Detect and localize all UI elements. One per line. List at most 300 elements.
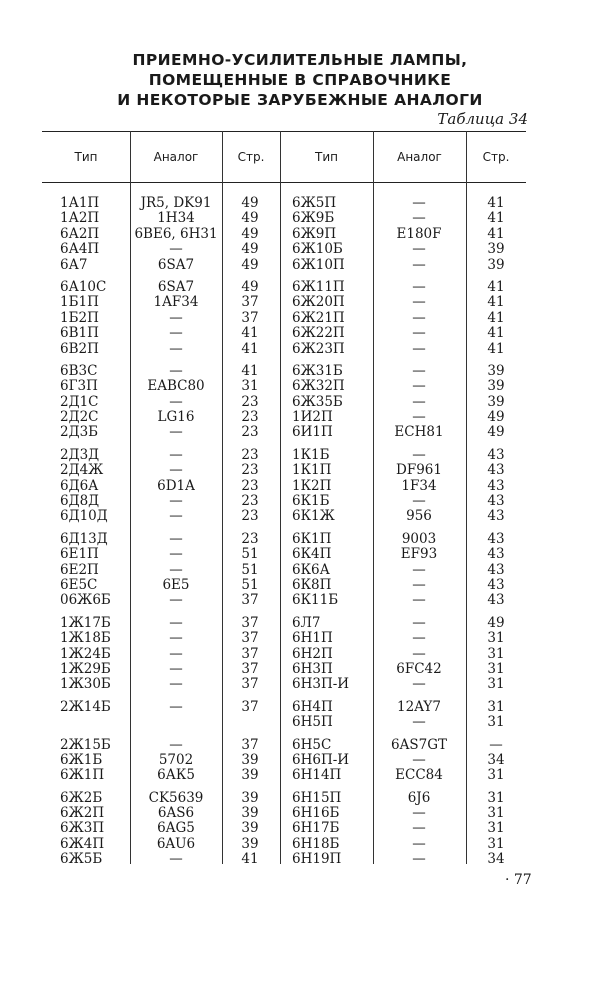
lamp-type: 6Ж21П — [292, 309, 345, 326]
page-title — [0, 50, 600, 110]
analog: — — [412, 714, 426, 731]
page-ref: 49 — [241, 225, 259, 242]
page-ref: 39 — [487, 393, 505, 410]
row-group — [0, 280, 600, 357]
lamp-type: 2Д3Б — [60, 424, 99, 441]
page-ref: 31 — [487, 630, 505, 647]
lamp-type: 2Ж14Б — [60, 698, 111, 715]
lamp-type: 2Ж15Б — [60, 736, 111, 753]
lamp-type: 6Ж2П — [60, 805, 105, 822]
page-ref: 34 — [487, 751, 505, 768]
page-ref: 31 — [487, 820, 505, 837]
table-row — [0, 563, 600, 578]
page-ref: 31 — [487, 645, 505, 662]
title-line-2: ПОМЕЩЕННЫЕ В СПРАВОЧНИКЕ — [148, 71, 452, 89]
lamp-type: 6В1П — [60, 325, 99, 342]
analog: 6SA7 — [157, 278, 195, 295]
analog: — — [412, 614, 426, 631]
analog: — — [169, 508, 183, 525]
lamp-type: 6Ж10Б — [292, 241, 343, 258]
header-analog: Аналог — [153, 150, 199, 164]
analog: — — [412, 630, 426, 647]
lamp-type: 6А4П — [60, 241, 100, 258]
analog: — — [412, 820, 426, 837]
header-analog-2: Аналог — [397, 150, 442, 164]
table-row — [0, 532, 600, 547]
analog: — — [169, 546, 183, 563]
table-row — [0, 715, 600, 730]
analog: — — [412, 378, 426, 395]
page-ref: 23 — [241, 493, 259, 510]
analog: 5702 — [158, 751, 194, 768]
analog: — — [169, 446, 183, 463]
lamp-type: 1И2П — [292, 409, 333, 426]
lamp-type: 6Ж20П — [292, 294, 345, 311]
analog: 6Е5 — [162, 576, 190, 593]
page-ref: 39 — [487, 362, 505, 379]
lamp-type: 2Д4Ж — [60, 462, 104, 479]
lamp-type: 6Н17Б — [292, 820, 340, 837]
table-row — [0, 196, 600, 211]
lamp-type: 6Н15П — [292, 789, 342, 806]
lamp-type: 06Ж6Б — [60, 592, 111, 609]
table-top-rule — [42, 131, 526, 132]
row-group — [0, 196, 600, 273]
analog: 1F34 — [401, 477, 437, 494]
lamp-type: 6Н14П — [292, 767, 342, 784]
table-row — [0, 768, 600, 783]
table-row — [0, 342, 600, 357]
analog: 1AF34 — [153, 294, 199, 311]
lamp-type: 1Ж17Б — [60, 614, 111, 631]
page-ref: 37 — [241, 645, 259, 662]
analog: — — [169, 851, 183, 868]
row-group — [0, 616, 600, 693]
analog: — — [412, 294, 426, 311]
page-ref: 23 — [241, 477, 259, 494]
page-ref: 43 — [487, 477, 505, 494]
analog: EABC80 — [147, 378, 205, 395]
analog: — — [412, 325, 426, 342]
lamp-type: 1Ж30Б — [60, 676, 111, 693]
page-ref: 34 — [487, 851, 505, 868]
analog: 6ВЕ6, 6Н31 — [134, 225, 218, 242]
analog: — — [169, 698, 183, 715]
analog: — — [169, 530, 183, 547]
analog: — — [169, 393, 183, 410]
page-ref: 31 — [241, 378, 259, 395]
page-ref: 49 — [241, 278, 259, 295]
page-ref: 37 — [241, 614, 259, 631]
analog: — — [412, 278, 426, 295]
header-page: Стр. — [237, 150, 265, 164]
lamp-type: 2Д2С — [60, 409, 99, 426]
analog: 6АК5 — [157, 767, 195, 784]
table-body — [0, 196, 600, 875]
lamp-type: 6К6А — [292, 561, 330, 578]
lamp-type: 1Ж24Б — [60, 645, 111, 662]
table-row — [0, 821, 600, 836]
page-ref: 37 — [241, 660, 259, 677]
analog: — — [412, 195, 426, 211]
page-ref: 37 — [241, 698, 259, 715]
page-ref: 37 — [241, 736, 259, 753]
analog: — — [412, 309, 426, 326]
analog: 12AY7 — [397, 698, 441, 715]
lamp-type: 6Ж23П — [292, 340, 345, 357]
lamp-type: 6К1Б — [292, 493, 330, 510]
page-ref: 37 — [241, 294, 259, 311]
lamp-type: 6Д10Д — [60, 508, 108, 525]
analog: — — [412, 493, 426, 510]
table-row — [0, 494, 600, 509]
analog: — — [169, 630, 183, 647]
lamp-type: 6Ж31Б — [292, 362, 343, 379]
lamp-type: 6Ж1Б — [60, 751, 103, 768]
page-ref: 31 — [487, 789, 505, 806]
lamp-type: 6Н6П-И — [292, 751, 350, 768]
analog: 6SA7 — [157, 256, 195, 273]
page-ref: 39 — [241, 835, 259, 852]
table-row — [0, 647, 600, 662]
lamp-type: 6Ж9П — [292, 225, 337, 242]
row-group — [0, 448, 600, 525]
analog: 6J6 — [407, 789, 431, 806]
table-label: Таблица 34 — [437, 110, 528, 128]
lamp-type: 6Ж32П — [292, 378, 345, 395]
lamp-type: 1К2П — [292, 477, 332, 494]
table-row — [0, 479, 600, 494]
table-row — [0, 593, 600, 608]
lamp-type: 6К11Б — [292, 592, 339, 609]
page-ref: 41 — [487, 325, 505, 342]
page-ref: 37 — [241, 630, 259, 647]
row-group — [0, 791, 600, 868]
lamp-type: 6Н19П — [292, 851, 342, 868]
page-ref: 39 — [487, 378, 505, 395]
table-row — [0, 395, 600, 410]
table-row — [0, 258, 600, 273]
analog: 6D1A — [157, 477, 195, 494]
analog: — — [169, 736, 183, 753]
lamp-type: 6Ж9Б — [292, 210, 335, 227]
table-row — [0, 791, 600, 806]
analog: 6AS7GT — [391, 736, 447, 753]
analog: — — [412, 645, 426, 662]
analog: EF93 — [400, 546, 438, 563]
analog: — — [412, 592, 426, 609]
analog: — — [412, 409, 426, 426]
page-number: · 77 — [505, 872, 532, 888]
analog: — — [169, 241, 183, 258]
page-ref: 41 — [487, 210, 505, 227]
table-row — [0, 280, 600, 295]
page-ref: 31 — [487, 676, 505, 693]
page-ref: 41 — [487, 195, 505, 211]
analog: 956 — [406, 508, 432, 525]
page-ref: 49 — [487, 424, 505, 441]
lamp-type: 6К4П — [292, 546, 332, 563]
page-ref: 41 — [487, 340, 505, 357]
page-ref: 31 — [487, 835, 505, 852]
row-group — [0, 700, 600, 731]
lamp-type: 6Ж5Б — [60, 851, 103, 868]
page-ref: 39 — [241, 820, 259, 837]
table-row — [0, 806, 600, 821]
page-ref: 37 — [241, 592, 259, 609]
table-row — [0, 753, 600, 768]
lamp-type: 6Е5С — [60, 576, 98, 593]
analog: — — [169, 592, 183, 609]
lamp-type: 1Б1П — [60, 294, 99, 311]
analog: CK5639 — [148, 789, 204, 806]
page-ref: 41 — [487, 225, 505, 242]
lamp-type: 6Ж5П — [292, 195, 337, 211]
table-row — [0, 509, 600, 524]
table-row — [0, 700, 600, 715]
page-ref: 39 — [487, 241, 505, 258]
page-ref: 23 — [241, 508, 259, 525]
page-ref: 49 — [241, 210, 259, 227]
analog: — — [412, 851, 426, 868]
analog: LG16 — [157, 409, 195, 426]
page-ref: 23 — [241, 393, 259, 410]
lamp-type: 6Г3П — [60, 378, 98, 395]
lamp-type: 1К1Б — [292, 446, 330, 463]
lamp-type: 6Ж4П — [60, 835, 105, 852]
lamp-type: 6К1Ж — [292, 508, 335, 525]
lamp-type: 6Ж11П — [292, 278, 345, 295]
page-ref: 41 — [241, 851, 259, 868]
table-row — [0, 837, 600, 852]
analog: JR5, DK91 — [140, 195, 212, 211]
page-ref: 49 — [487, 614, 505, 631]
analog: 6AG5 — [157, 820, 195, 837]
lamp-type: 6И1П — [292, 424, 333, 441]
analog: — — [412, 210, 426, 227]
lamp-type: 6Е2П — [60, 561, 99, 578]
lamp-type: 6Н3П-И — [292, 676, 350, 693]
analog: ECH81 — [394, 424, 444, 441]
lamp-type: 6Е1П — [60, 546, 99, 563]
analog: — — [412, 751, 426, 768]
table-row — [0, 852, 600, 867]
analog: — — [169, 645, 183, 662]
page-ref: 49 — [241, 241, 259, 258]
page-ref: 51 — [241, 546, 259, 563]
analog: — — [169, 462, 183, 479]
analog: — — [169, 362, 183, 379]
page-ref: 49 — [241, 195, 259, 211]
page-ref: 41 — [241, 362, 259, 379]
lamp-type: 1А1П — [60, 195, 100, 211]
page-ref: 43 — [487, 561, 505, 578]
page-ref: 41 — [241, 325, 259, 342]
header-type-2: Тип — [315, 150, 338, 164]
page-ref: 43 — [487, 592, 505, 609]
analog: — — [412, 241, 426, 258]
title-line-1: ПРИЕМНО-УСИЛИТЕЛЬНЫЕ ЛАМПЫ, — [132, 51, 468, 69]
analog: 1Н34 — [157, 210, 195, 227]
lamp-type: 6Ж35Б — [292, 393, 343, 410]
header-bottom-rule — [42, 182, 526, 183]
analog: — — [169, 676, 183, 693]
lamp-type: 2Д1С — [60, 393, 99, 410]
page-ref: 51 — [241, 576, 259, 593]
analog: 9003 — [401, 530, 437, 547]
page-ref: 31 — [487, 714, 505, 731]
analog: 6AU6 — [156, 835, 196, 852]
analog: — — [169, 614, 183, 631]
page-ref: 41 — [487, 278, 505, 295]
lamp-type: 6Н4П — [292, 698, 333, 715]
lamp-type: 6Ж3П — [60, 820, 105, 837]
page-ref: 43 — [487, 446, 505, 463]
page-ref: 39 — [241, 767, 259, 784]
row-group — [0, 532, 600, 609]
table-row — [0, 242, 600, 257]
analog: — — [412, 446, 426, 463]
lamp-type: 1Б2П — [60, 309, 99, 326]
page-ref: 23 — [241, 446, 259, 463]
table-row — [0, 662, 600, 677]
page-ref: 39 — [241, 789, 259, 806]
page-ref: — — [489, 736, 503, 753]
analog: 6AS6 — [157, 805, 195, 822]
analog: — — [412, 362, 426, 379]
analog: — — [412, 256, 426, 273]
analog: — — [169, 493, 183, 510]
table-row — [0, 677, 600, 692]
row-group — [0, 738, 600, 784]
table-row — [0, 448, 600, 463]
lamp-type: 6Ж10П — [292, 256, 345, 273]
analog: ECC84 — [395, 767, 443, 784]
analog: 6FC42 — [396, 660, 442, 677]
analog: — — [169, 561, 183, 578]
page-ref: 49 — [241, 256, 259, 273]
analog: — — [412, 835, 426, 852]
lamp-type: 6Н3П — [292, 660, 333, 677]
analog: E180F — [396, 225, 442, 242]
analog: — — [169, 340, 183, 357]
page-ref: 43 — [487, 530, 505, 547]
page-ref: 31 — [487, 805, 505, 822]
lamp-type: 1Ж18Б — [60, 630, 111, 647]
table-row — [0, 364, 600, 379]
analog: — — [412, 340, 426, 357]
table-row — [0, 547, 600, 562]
page-ref: 49 — [487, 409, 505, 426]
page-ref: 31 — [487, 698, 505, 715]
table-row — [0, 410, 600, 425]
analog: — — [412, 561, 426, 578]
lamp-type: 1А2П — [60, 210, 100, 227]
table-row — [0, 211, 600, 226]
table-row — [0, 425, 600, 440]
page-ref: 51 — [241, 561, 259, 578]
lamp-type: 2Д3Д — [60, 446, 100, 463]
lamp-type: 6Н5С — [292, 736, 332, 753]
table-row — [0, 578, 600, 593]
analog: — — [412, 805, 426, 822]
header-page-2: Стр. — [482, 150, 510, 164]
lamp-type: 6А7 — [60, 256, 88, 273]
lamp-type: 6Н2П — [292, 645, 333, 662]
table-row — [0, 616, 600, 631]
lamp-type: 6К8П — [292, 576, 332, 593]
lamp-type: 6Н18Б — [292, 835, 340, 852]
lamp-type: 6Н1П — [292, 630, 333, 647]
lamp-type: 6В2П — [60, 340, 99, 357]
lamp-type: 6К1П — [292, 530, 332, 547]
lamp-type: 6Ж2Б — [60, 789, 103, 806]
analog: — — [169, 325, 183, 342]
table-row — [0, 326, 600, 341]
page-ref: 23 — [241, 424, 259, 441]
lamp-type: 1Ж29Б — [60, 660, 111, 677]
analog: — — [169, 424, 183, 441]
table-row — [0, 631, 600, 646]
lamp-type: 6Д8Д — [60, 493, 100, 510]
row-group — [0, 364, 600, 441]
lamp-type: 6А2П — [60, 225, 100, 242]
table-row — [0, 463, 600, 478]
page-ref: 43 — [487, 462, 505, 479]
lamp-type: 6Н16Б — [292, 805, 340, 822]
table-row — [0, 311, 600, 326]
analog: — — [412, 576, 426, 593]
analog: — — [412, 676, 426, 693]
page-ref: 43 — [487, 576, 505, 593]
page-ref: 39 — [487, 256, 505, 273]
page-ref: 41 — [487, 309, 505, 326]
lamp-type: 6А10С — [60, 278, 107, 295]
page-ref: 31 — [487, 767, 505, 784]
analog: DF961 — [396, 462, 442, 479]
page-ref: 39 — [241, 751, 259, 768]
page-ref: 31 — [487, 660, 505, 677]
analog: — — [169, 660, 183, 677]
lamp-type: 6В3С — [60, 362, 98, 379]
table-row — [0, 227, 600, 242]
analog: — — [169, 309, 183, 326]
page-ref: 39 — [241, 805, 259, 822]
table-row — [0, 738, 600, 753]
page-ref: 23 — [241, 462, 259, 479]
analog: — — [412, 393, 426, 410]
page-ref: 43 — [487, 508, 505, 525]
page-ref: 43 — [487, 546, 505, 563]
table-row — [0, 379, 600, 394]
table-row — [0, 295, 600, 310]
lamp-type: 1К1П — [292, 462, 332, 479]
lamp-type: 6Д6А — [60, 477, 99, 494]
page-ref: 41 — [487, 294, 505, 311]
page-ref: 37 — [241, 309, 259, 326]
page-ref: 37 — [241, 676, 259, 693]
lamp-type: 6Л7 — [292, 614, 321, 631]
page-ref: 23 — [241, 409, 259, 426]
header-type: Тип — [74, 150, 98, 164]
page-ref: 43 — [487, 493, 505, 510]
lamp-type: 6Д13Д — [60, 530, 108, 547]
page-ref: 23 — [241, 530, 259, 547]
lamp-type: 6Ж22П — [292, 325, 345, 342]
lamp-type: 6Н5П — [292, 714, 333, 731]
title-line-3: И НЕКОТОРЫЕ ЗАРУБЕЖНЫЕ АНАЛОГИ — [117, 91, 483, 109]
lamp-type: 6Ж1П — [60, 767, 105, 784]
